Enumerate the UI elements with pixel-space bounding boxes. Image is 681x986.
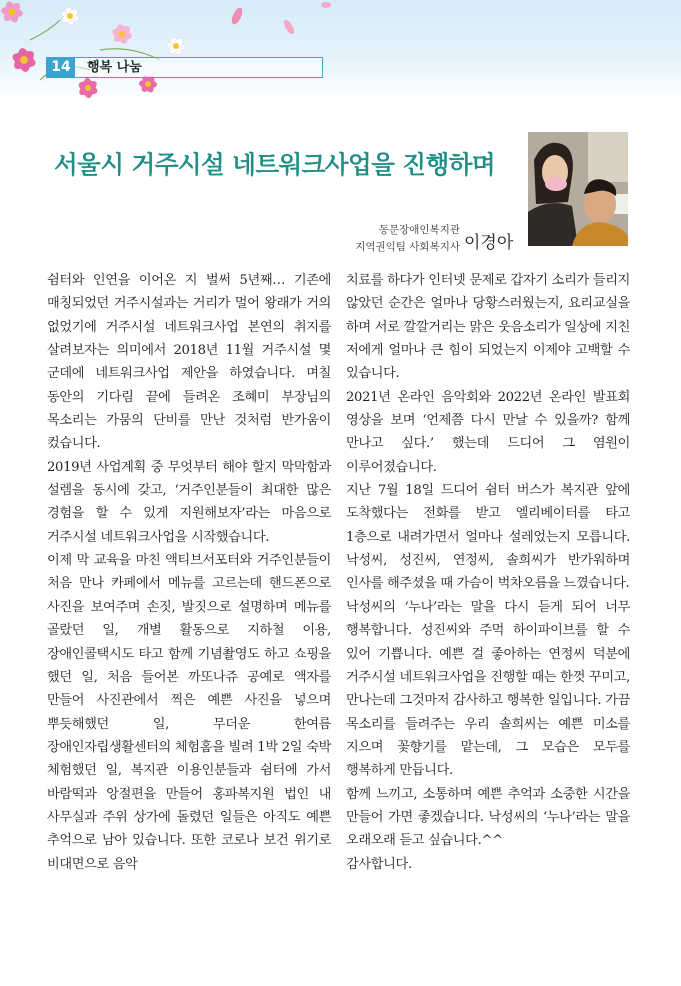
author-org-line2: 지역권익팀 사회복지사 <box>355 241 460 253</box>
paragraph: 낙성씨의 ‘누나’라는 말을 다시 듣게 되어 너무 행복합니다. 성진씨와 주먹 하이파이브를 할 수 있어 기쁩니다. 예쁜 걸 좋아하는 연정씨 덕분에 거주시설 네트워크사업을 진행할 때는 한껏 꾸미고, 만나는데 그것마저 감사하고 행복한 일입니다. 가끔 목소리를 들려주는 우리 솔희씨는 예쁜 미소를 지으며 꽃향기를 맡는데, 그 모습은 모두를 행복하게 만듭니다. <box>346 599 630 779</box>
author-affiliation <box>355 222 460 256</box>
paragraph: 감사합니다. <box>346 856 412 872</box>
paragraph: 2021년 온라인 음악회와 2022년 온라인 발표회 영상을 보며 ‘언제쯤 다시 만날 수 있을까? 함께 만나고 싶다.’ 했는데 드디어 그 염원이 이루어졌습니다. <box>346 389 630 475</box>
paragraph: 2019년 사업계획 중 무엇부터 해야 할지 막막함과 설렘을 동시에 갖고, ‘거주인분들이 최대한 많은 경험을 할 수 있게 지원해보자’라는 마음으로 거주시설 네트워크사업을 시작했습니다. <box>47 459 331 545</box>
author-name: 이경아 <box>464 233 514 253</box>
author-org-line1: 동문장애인복지관 <box>378 224 460 236</box>
author-photo <box>528 132 628 246</box>
falling-petal-decoration <box>282 16 296 38</box>
author-byline <box>330 222 530 258</box>
article-title: 서울시 거주시설 네트워크사업을 진행하며 <box>54 150 496 179</box>
page-number: 14 <box>47 58 75 77</box>
falling-petal-decoration <box>230 5 244 27</box>
page-header-tag <box>46 57 323 78</box>
header-banner <box>0 0 681 100</box>
paragraph: 지난 7월 18일 드디어 쉼터 버스가 복지관 앞에 도착했다는 전화를 받고 엘리베이터를 타고 1층으로 내려가면서 얼마나 설레었는지 모릅니다. 낙성씨, 성진씨, 연정씨, 솔희씨가 반가워하며 인사를 해주셨을 때 가슴이 벅차오름을 느꼈습니다. <box>346 483 630 592</box>
paragraph: 함께 느끼고, 소통하며 예쁜 추억과 소중한 시간을 만들어 가면 좋겠습니다. 낙성씨의 ‘누나’라는 말을 오래오래 듣고 싶습니다.^^ <box>346 786 630 849</box>
paragraph: 치료를 하다가 인터넷 문제로 갑자기 소리가 들리지 않았던 순간은 얼마나 당황스러웠는지, 요리교실을 하며 서로 깔깔거리는 맑은 웃음소리가 일상에 지친 저에게 얼마나 큰 힘이 되었는지 이제야 고백할 수 있습니다. <box>346 273 630 382</box>
cosmos-flower-decoration <box>0 0 200 100</box>
article-column-left <box>47 269 331 876</box>
article-column-right <box>346 269 630 876</box>
author-photo-illustration <box>528 132 628 246</box>
paragraph: 쉼터와 인연을 이어온 지 벌써 5년째… 기존에 매칭되었던 거주시설과는 거리가 멀어 왕래가 거의 없었기에 거주시설 네트워크사업 본연의 취지를 살려보자는 의미에서 2018년 11월 거주시설 몇 군데에 네트워크사업 제안을 하였습니다. 며칠 동안의 기다림 끝에 들려온 조혜미 부장님의 목소리는 가뭄의 단비를 만난 것처럼 반가움이 컸습니다. <box>47 273 331 452</box>
falling-petal-decoration <box>320 0 332 10</box>
section-title: 행복 나눔 <box>87 60 142 75</box>
paragraph: 이제 막 교육을 마친 액티브서포터와 거주인분들이 처음 만나 카페에서 메뉴를 고르는데 핸드폰으로 사진을 보여주며 손짓, 발짓으로 설명하며 메뉴를 골랐던 일, 개별 활동으로 지하철 이용, 장애인콜택시도 타고 함께 기념촬영도 하고 쇼핑을 했던 일, 처음 들어본 까또나쥬 공예로 액자를 만들어 사진관에서 찍은 예쁜 사진을 넣으며 뿌듯해했던 일, 무더운 한여름 장애인자립생활센터의 체험홈을 빌려 1박 2일 숙박 체험했던 일, 복지관 이용인분들과 쉼터에 가서 바람떡과 앙절편을 만들어 홍파복지원 법인 내 사무실과 주위 상가에 돌렸던 일들은 아직도 예쁜 추억으로 남아 있습니다. 또한 코로나 보건 위기로 비대면으로 음악 <box>47 553 331 872</box>
